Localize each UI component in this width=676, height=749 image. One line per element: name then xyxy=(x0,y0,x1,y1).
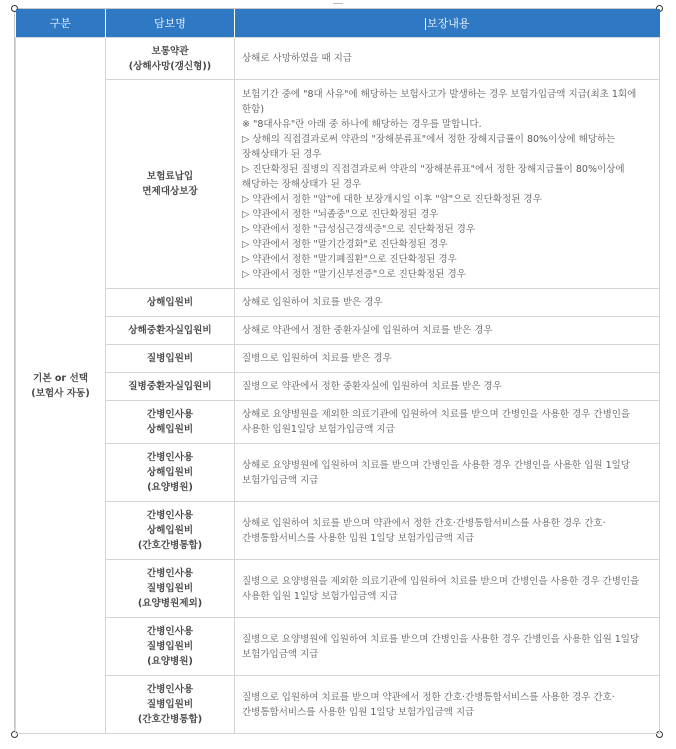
table-row xyxy=(16,618,660,676)
coverage-detail: 질병으로 요양병원을 제외한 의료기관에 입원하여 치료를 받으며 간병인을 사용한 경우 간병인을 사용한 입원 1일당 보험가입금액 지급 xyxy=(235,560,660,618)
top-resize-mark xyxy=(333,0,343,4)
coverage-detail: 상해로 입원하여 치료를 받은 경우 xyxy=(235,289,660,317)
coverage-detail: 보험기간 중에 "8대 사유"에 해당하는 보험사고가 발생하는 경우 보험가입금액 지급(최초 1회에 한함) ※ "8대사유"란 아래 중 하나에 해당하는 경우를 말합니다. ▷ 상해의 직접결과로써 약관의 "장해분류표"에서 정한 장해지급률이 80%이상에 해당하는 장해상태가 된 경우 ▷ 진단확정된 질병의 직접결과로써 약관의 "장해분류표"에서 정한 장해지급률이 80%이상에 해당하는 장해상태가 된 경우 ▷ 약관에서 정한 "암"에 대한 보장개시일 이후 "암"으로 진단확정된 경우 ▷ 약관에서 정한 "뇌졸중"으로 진단확정된 경우 ▷ 약관에서 정한 "급성심근경색증"으로 진단확정된 경우 ▷ 약관에서 정한 "말기간경화"로 진단확정된 경우 ▷ 약관에서 정한 "말기폐질환"으로 진단확정된 경우 ▷ 약관에서 정한 "말기신부전증"으로 진단확정된 경우 xyxy=(235,80,660,289)
table-row xyxy=(16,676,660,734)
coverage-name: 보통약관 (상해사망(갱신형)) xyxy=(106,38,235,80)
coverage-detail: 질병으로 약관에서 정한 중환자실에 입원하여 치료를 받은 경우 xyxy=(235,373,660,401)
table-row xyxy=(16,502,660,560)
coverage-name: 상해입원비 xyxy=(106,289,235,317)
coverage-name: 간병인사용 질병입원비 (간호간병통합) xyxy=(106,676,235,734)
coverage-detail: 질병으로 요양병원에 입원하여 치료를 받으며 간병인을 사용한 경우 간병인을 사용한 입원 1일당 보험가입금액 지급 xyxy=(235,618,660,676)
coverage-name: 보험료납입 면제대상보장 xyxy=(106,80,235,289)
table-row xyxy=(16,317,660,345)
coverage-name: 간병인사용 상해입원비 xyxy=(106,401,235,444)
header-coverage-name: 담보명 xyxy=(106,9,235,38)
coverage-detail: 질병으로 입원하여 치료를 받으며 약관에서 정한 간호·간병통합서비스를 사용한 경우 간호·간병통합서비스를 사용한 입원 1일당 보험가입금액 지급 xyxy=(235,676,660,734)
table-row xyxy=(16,373,660,401)
coverage-table xyxy=(15,9,660,734)
table-row xyxy=(16,401,660,444)
coverage-detail: 상해로 약관에서 정한 중환자실에 입원하여 치료를 받은 경우 xyxy=(235,317,660,345)
table-row xyxy=(16,444,660,502)
coverage-name: 간병인사용 상해입원비 (간호간병통합) xyxy=(106,502,235,560)
coverage-name: 간병인사용 질병입원비 (요양병원) xyxy=(106,618,235,676)
coverage-detail: 상해로 요양병원을 제외한 의료기관에 입원하여 치료를 받으며 간병인을 사용한 경우 간병인을 사용한 입원1일당 보험가입금액 지급 xyxy=(235,401,660,444)
coverage-detail: 상해로 입원하여 치료를 받으며 약관에서 정한 간호·간병통합서비스를 사용한 경우 간호·간병통합서비스를 사용한 입원 1일당 보험가입금액 지급 xyxy=(235,502,660,560)
coverage-name: 상해중환자실입원비 xyxy=(106,317,235,345)
table-row xyxy=(16,80,660,289)
coverage-name: 간병인사용 상해입원비 (요양병원) xyxy=(106,444,235,502)
header-category: 구분 xyxy=(16,9,106,38)
coverage-name: 간병인사용 질병입원비 (요양병원제외) xyxy=(106,560,235,618)
header-coverage-detail[interactable]: 보장내용 xyxy=(235,9,660,38)
table-row xyxy=(16,38,660,80)
coverage-name: 질병입원비 xyxy=(106,345,235,373)
coverage-detail: 상해로 사망하였을 때 지급 xyxy=(235,38,660,80)
coverage-detail: 상해로 요양병원에 입원하여 치료를 받으며 간병인을 사용한 경우 간병인을 사용한 입원 1일당 보험가입금액 지급 xyxy=(235,444,660,502)
coverage-name: 질병중환자실입원비 xyxy=(106,373,235,401)
table-row xyxy=(16,345,660,373)
text-cursor xyxy=(425,18,426,30)
coverage-detail: 질병으로 입원하여 치료를 받은 경우 xyxy=(235,345,660,373)
table-header-row xyxy=(16,9,660,38)
table-row xyxy=(16,289,660,317)
category-cell: 기본 or 선택 (보험사 자동) xyxy=(16,38,106,734)
table-row xyxy=(16,560,660,618)
